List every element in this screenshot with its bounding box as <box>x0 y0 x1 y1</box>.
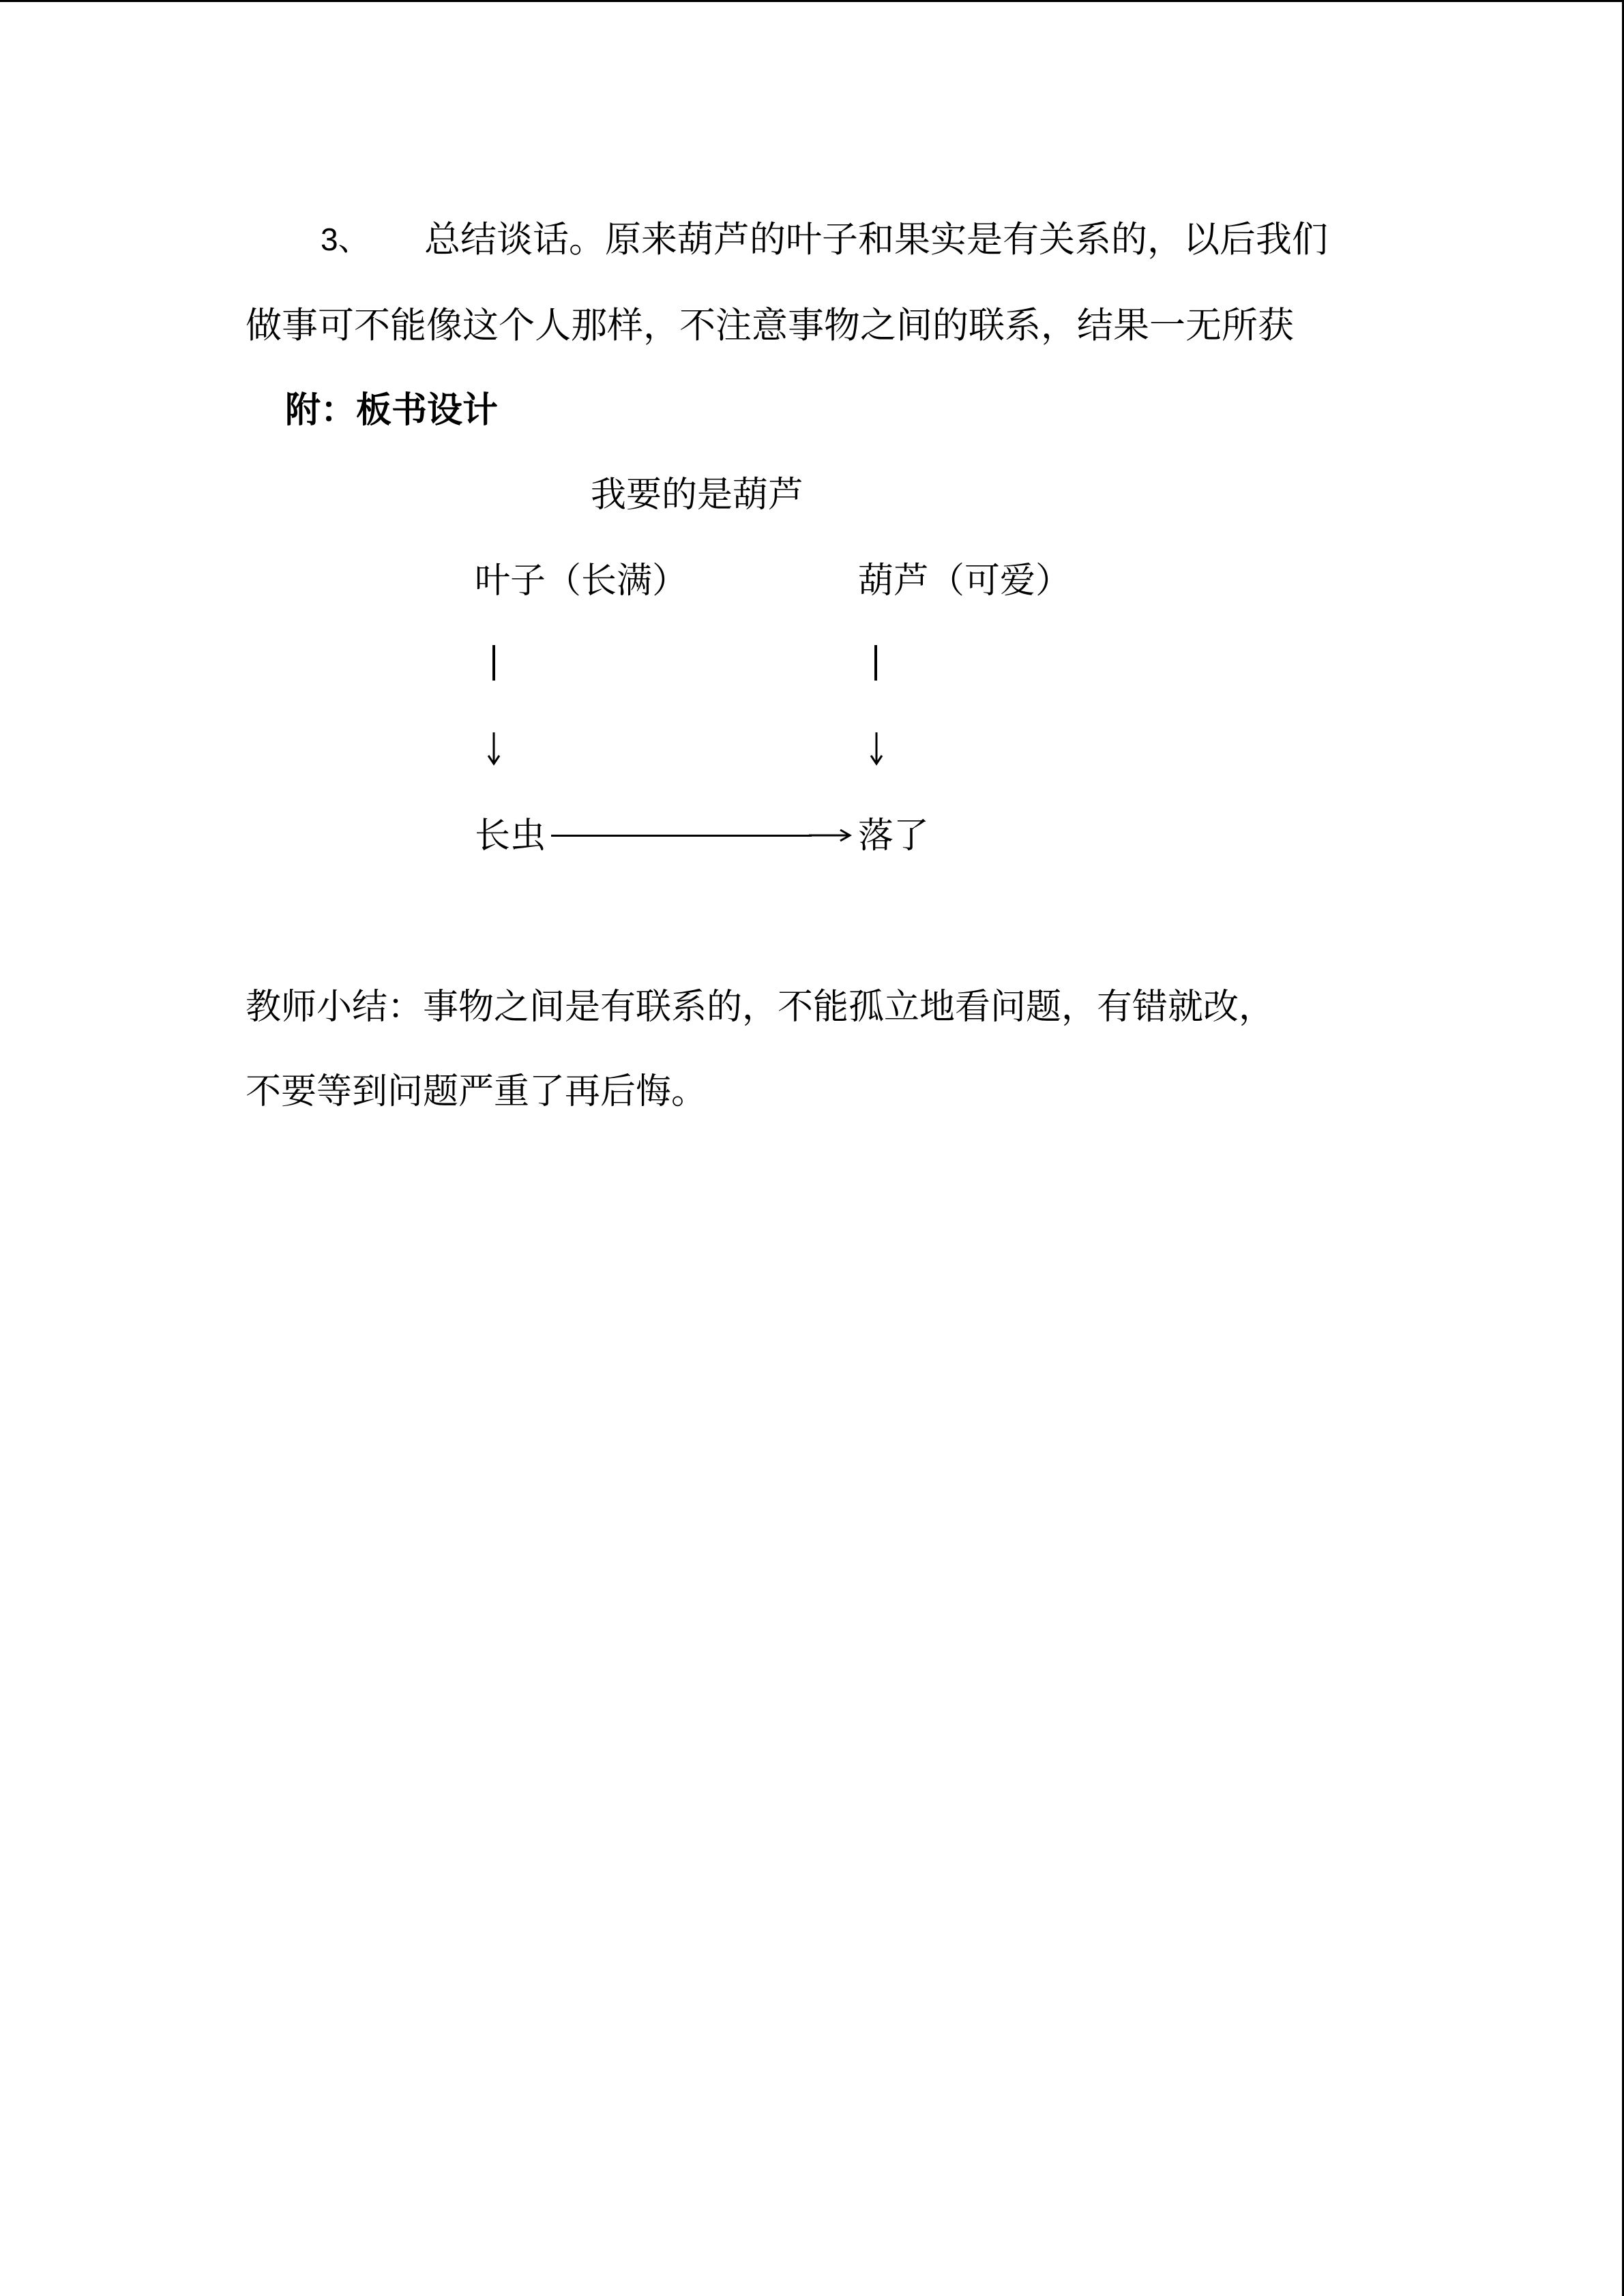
right-connector-bar <box>874 645 877 681</box>
summary-line1: 教师小结：事物之间是有联系的，不能孤立地看问题，有错就改， <box>246 987 1275 1028</box>
summary-line2: 不要等到问题严重了再后悔。 <box>246 1071 707 1112</box>
board-right-bottom: 落了 <box>858 816 930 856</box>
item-text-line2: 做事可不能像这个人那样，不注意事物之间的联系，结果一无所获 <box>246 305 1294 346</box>
board-left-top: 叶子（长满） <box>475 561 688 601</box>
page-border-top <box>0 0 1624 2</box>
board-left-bottom: 长虫 <box>475 816 546 856</box>
horizontal-connector-line <box>551 835 812 837</box>
board-title: 我要的是葫芦 <box>591 475 804 516</box>
left-connector-bar <box>492 645 495 681</box>
board-right-top: 葫芦（可爱） <box>858 561 1072 601</box>
left-down-arrow-icon <box>484 731 504 766</box>
appendix-heading: 附：板书设计 <box>285 389 499 431</box>
item-text-line1: 总结谈话。原来葫芦的叶子和果实是有关系的，以后我们 <box>424 219 1328 260</box>
item-number: 3、 <box>321 222 370 257</box>
right-arrow-icon <box>809 826 854 846</box>
right-down-arrow-icon <box>866 731 887 766</box>
